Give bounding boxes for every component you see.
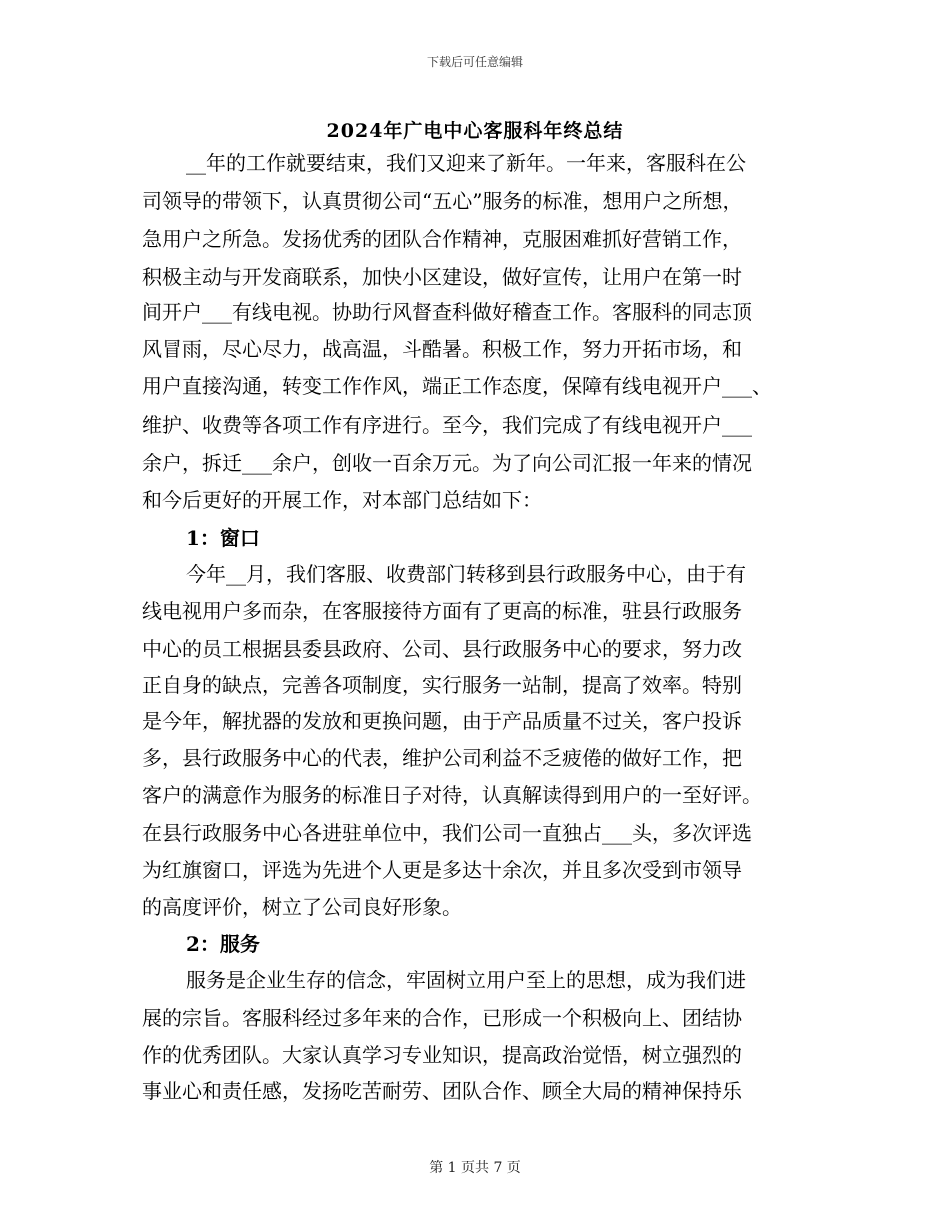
paragraph-line: 是今年，解扰器的发放和更换问题，由于产品质量不过关，客户投诉 bbox=[142, 709, 742, 733]
paragraph-line: 服务是企业生存的信念，牢固树立用户至上的思想，成为我们进 bbox=[186, 968, 746, 992]
paragraph-line: 事业心和责任感，发扬吃苦耐劳、团队合作、顾全大局的精神保持乐 bbox=[142, 1079, 742, 1103]
paragraph-line: __年的工作就要结束，我们又迎来了新年。一年来，客服科在公 bbox=[186, 151, 746, 175]
page-footer-number: 第 1 页共 7 页 bbox=[429, 1160, 521, 1176]
paragraph-line: 为红旗窗口，评选为先进个人更是多达十余次，并且多次受到市领导 bbox=[142, 858, 742, 882]
paragraph-line: 线电视用户多而杂，在客服接待方面有了更高的标准，驻县行政服务 bbox=[142, 599, 742, 623]
paragraph-line: 客户的满意作为服务的标准日子对待，认真解读得到用户的一至好评。 bbox=[142, 783, 762, 807]
paragraph-line: 急用户之所急。发扬优秀的团队合作精神，克服困难抓好营销工作， bbox=[142, 227, 742, 251]
section-heading-service: 2：服务 bbox=[186, 932, 260, 956]
section-heading-window: 1：窗口 bbox=[186, 526, 260, 550]
paragraph-line: 展的宗旨。客服科经过多年来的合作，已形成一个积极向上、团结协 bbox=[142, 1006, 742, 1030]
paragraph-line: 维护、收费等各项工作有序进行。至今，我们完成了有线电视开户___ bbox=[142, 413, 752, 437]
paragraph-line: 用户直接沟通，转变工作作风，端正工作态度，保障有线电视开户___、 bbox=[142, 374, 772, 398]
paragraph-line: 今年__月，我们客服、收费部门转移到县行政服务中心，由于有 bbox=[186, 562, 746, 586]
paragraph-line: 间开户___有线电视。协助行风督查科做好稽查工作。客服科的同志顶 bbox=[142, 300, 752, 324]
paragraph-line: 积极主动与开发商联系，加快小区建设，做好宣传，让用户在第一时 bbox=[142, 265, 742, 289]
paragraph-line: 在县行政服务中心各进驻单位中，我们公司一直独占___头，多次评选 bbox=[142, 821, 752, 845]
paragraph-line: 多，县行政服务中心的代表，维护公司利益不乏疲倦的做好工作，把 bbox=[142, 746, 742, 770]
paragraph-line: 和今后更好的开展工作，对本部门总结如下： bbox=[142, 488, 542, 512]
paragraph-line: 作的优秀团队。大家认真学习专业知识，提高政治觉悟，树立强烈的 bbox=[142, 1043, 742, 1067]
paragraph-line: 正自身的缺点，完善各项制度，实行服务一站制，提高了效率。特别 bbox=[142, 673, 742, 697]
paragraph-line: 司领导的带领下，认真贯彻公司“五心”服务的标准，想用户之所想， bbox=[142, 189, 743, 213]
page-header-note: 下载后可任意编辑 bbox=[426, 55, 523, 69]
paragraph-line: 风冒雨，尽心尽力，战高温，斗酷暑。积极工作，努力开拓市场，和 bbox=[142, 337, 742, 361]
document-title: 2024年广电中心客服科年终总结 bbox=[326, 120, 624, 142]
paragraph-line: 中心的员工根据县委县政府、公司、县行政服务中心的要求，努力改 bbox=[142, 637, 742, 661]
paragraph-line: 的高度评价，树立了公司良好形象。 bbox=[142, 895, 462, 919]
paragraph-line: 余户，拆迁___余户，创收一百余万元。为了向公司汇报一年来的情况 bbox=[142, 451, 752, 475]
